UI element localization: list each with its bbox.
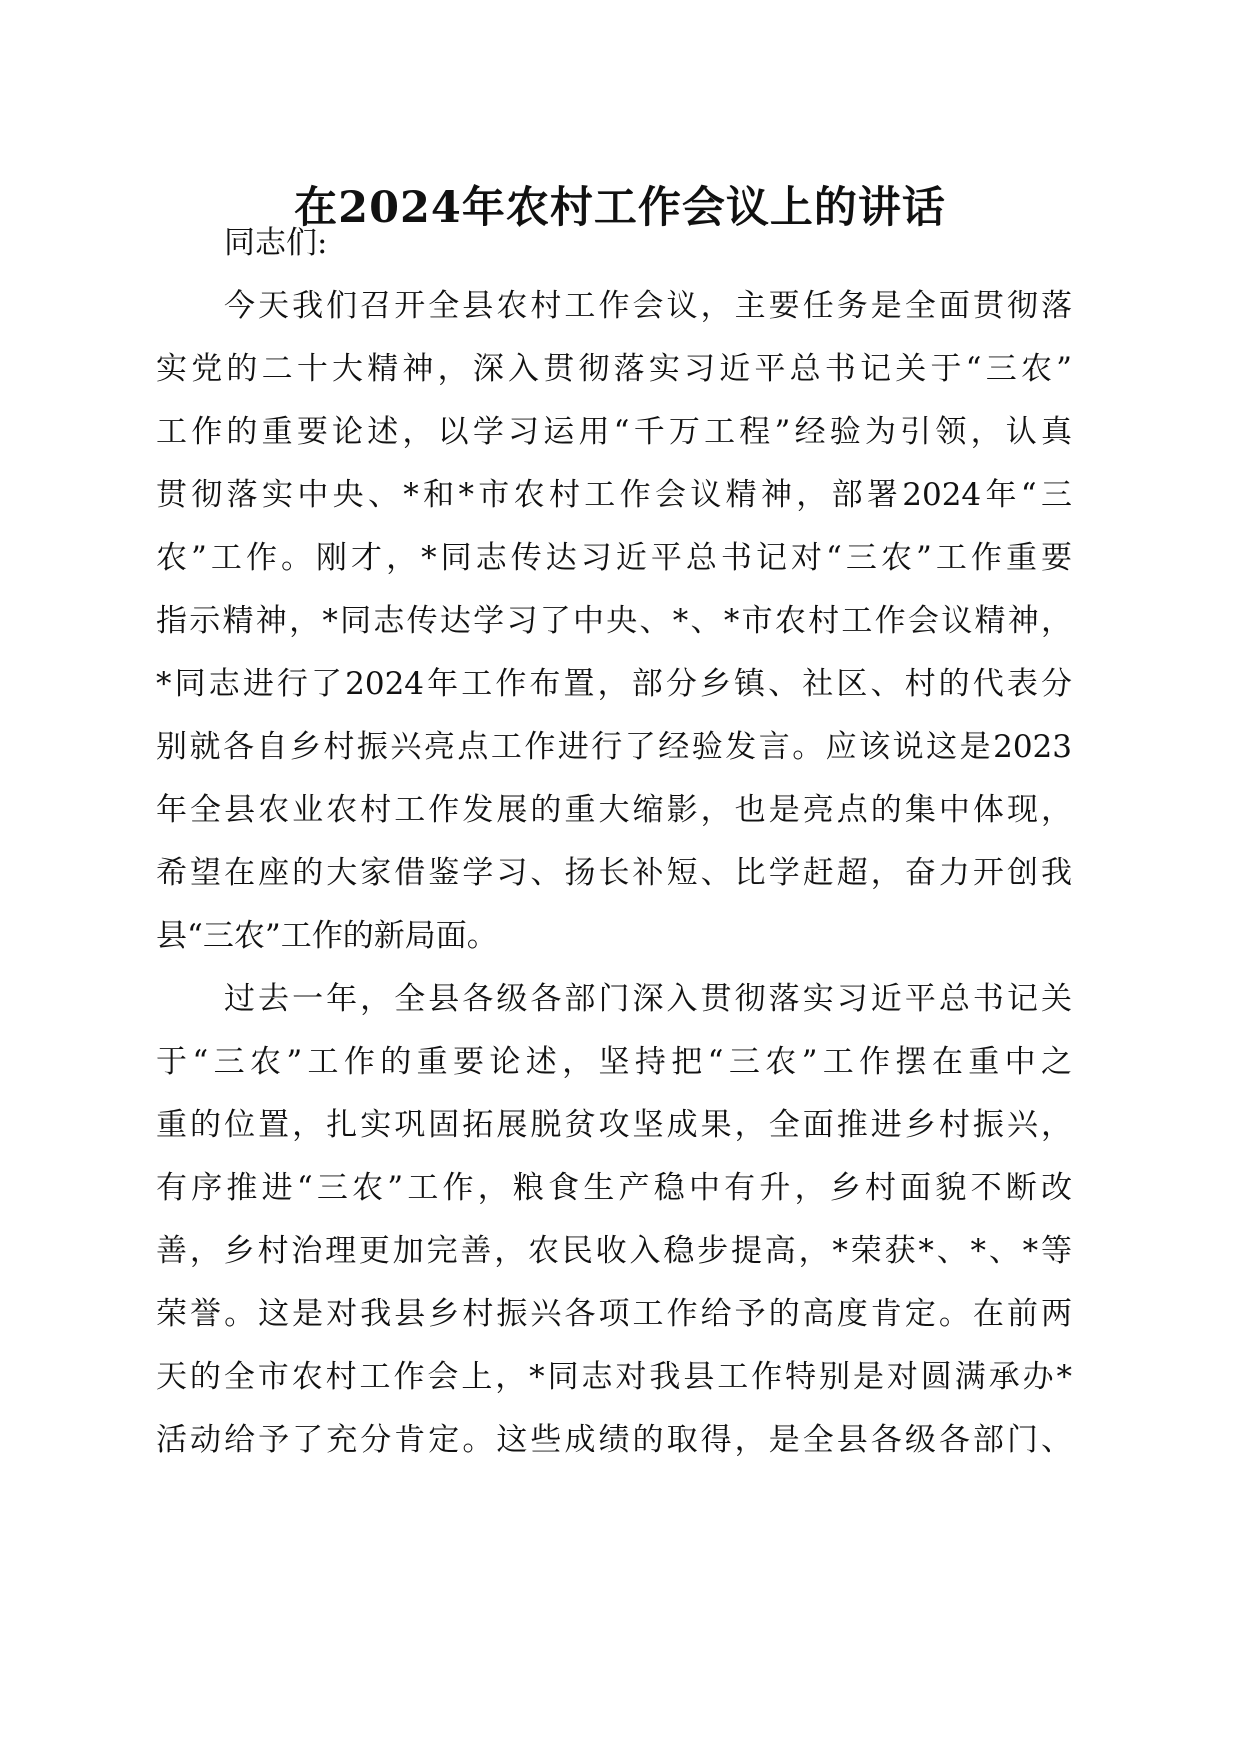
paragraph-1-line: 贯彻落实中央、*和*市农村工作会议精神，部署2024年“三	[156, 477, 1072, 513]
document-title: 在2024年农村工作会议上的讲话	[294, 183, 946, 233]
paragraph-1-line: 指示精神，*同志传达学习了中央、*、*市农村工作会议精神，	[156, 603, 1072, 639]
paragraph-1-line: 年全县农业农村工作发展的重大缩影，也是亮点的集中体现，	[156, 792, 1072, 828]
paragraph-2-line: 善，乡村治理更加完善，农民收入稳步提高，*荣获*、*、*等	[156, 1233, 1072, 1269]
paragraph-2-line: 重的位置，扎实巩固拓展脱贫攻坚成果，全面推进乡村振兴，	[156, 1107, 1072, 1143]
paragraph-2-line: 荣誉。这是对我县乡村振兴各项工作给予的高度肯定。在前两	[156, 1296, 1072, 1332]
paragraph-2-line: 过去一年，全县各级各部门深入贯彻落实习近平总书记关	[224, 981, 1072, 1017]
salutation: 同志们:	[224, 225, 328, 261]
paragraph-2-line: 活动给予了充分肯定。这些成绩的取得，是全县各级各部门、	[156, 1422, 1072, 1458]
paragraph-1-line: *同志进行了2024年工作布置，部分乡镇、社区、村的代表分	[156, 666, 1072, 702]
paragraph-2-line: 有序推进“三农”工作，粮食生产稳中有升，乡村面貌不断改	[156, 1170, 1072, 1206]
paragraph-1-line: 希望在座的大家借鉴学习、扬长补短、比学赶超，奋力开创我	[156, 855, 1072, 891]
paragraph-2-line: 天的全市农村工作会上，*同志对我县工作特别是对圆满承办*	[156, 1359, 1072, 1395]
paragraph-1-line: 别就各自乡村振兴亮点工作进行了经验发言。应该说这是2023	[156, 729, 1072, 765]
paragraph-1-line: 今天我们召开全县农村工作会议，主要任务是全面贯彻落	[224, 288, 1072, 324]
paragraph-2-line: 于“三农”工作的重要论述，坚持把“三农”工作摆在重中之	[156, 1044, 1072, 1080]
paragraph-1-line: 农”工作。刚才，*同志传达习近平总书记对“三农”工作重要	[156, 540, 1072, 576]
paragraph-1-line: 实党的二十大精神，深入贯彻落实习近平总书记关于“三农”	[156, 351, 1072, 387]
paragraph-1-line: 县“三农”工作的新局面。	[156, 918, 498, 954]
paragraph-1-line: 工作的重要论述，以学习运用“千万工程”经验为引领，认真	[156, 414, 1072, 450]
